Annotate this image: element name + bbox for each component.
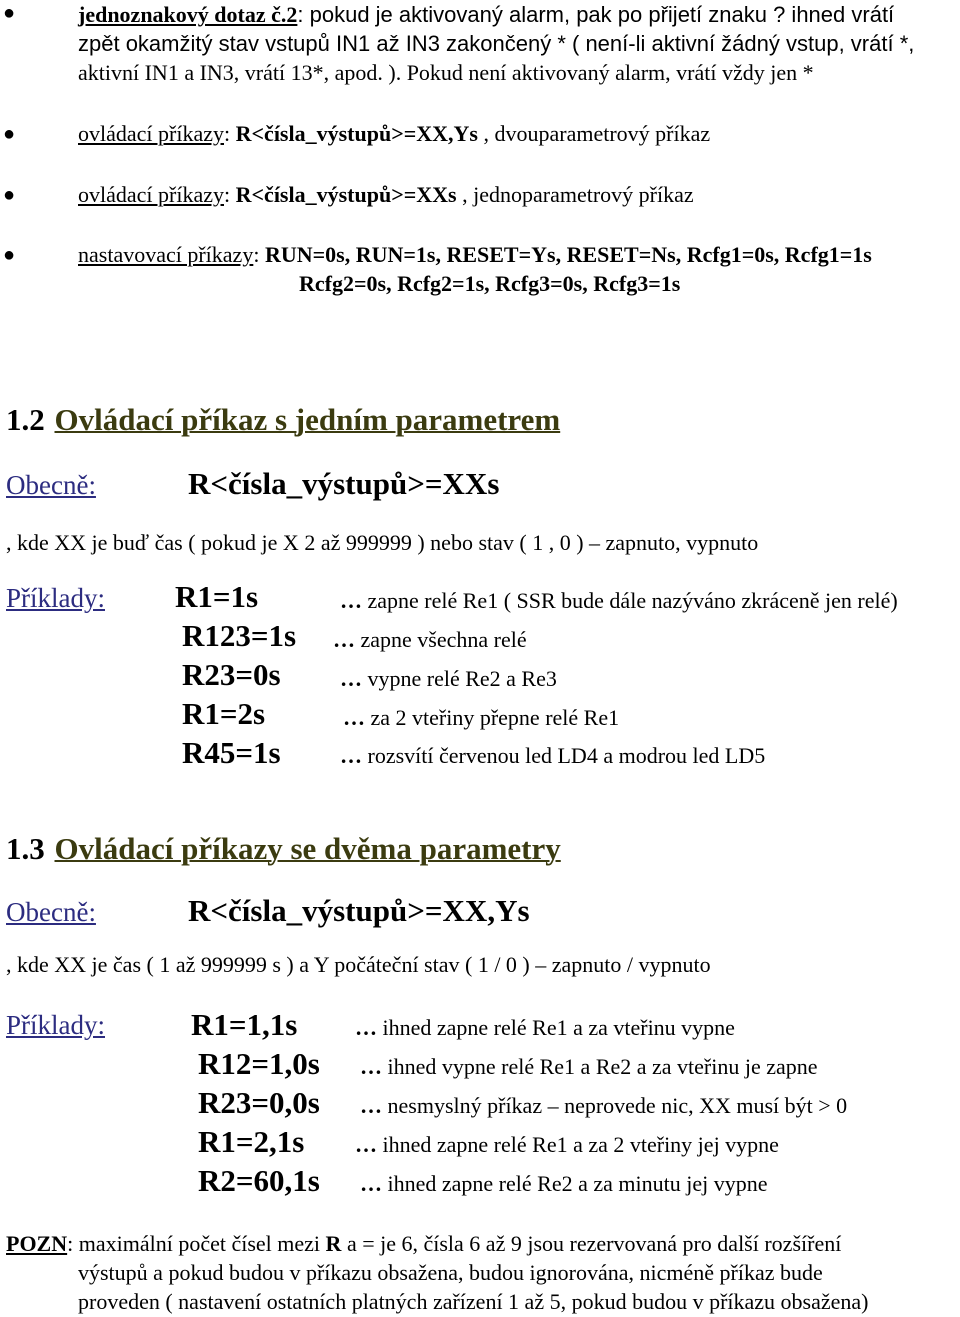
bullet-1-label: jednoznakový dotaz č.2 <box>78 2 298 27</box>
bullet-3-code: R<čísla_výstupů>=XXs <box>235 182 457 207</box>
note-line-1: POZN: maximální počet čísel mezi R a = je 6, čísla 6 až 9 jsou rezervovaná pro další rozšíření <box>6 1231 842 1256</box>
example-description: … ihned vypne relé Re1 a Re2 a za vteřinu je zapne <box>360 1054 818 1079</box>
example-code: R123=1s <box>182 618 297 653</box>
example-description: … zapne relé Re1 ( SSR bude dále nazýváno zkráceně jen relé) <box>340 588 898 613</box>
example-code: R1=2,1s <box>198 1124 305 1159</box>
example-description: … ihned zapne relé Re1 a za vteřinu vypne <box>355 1015 735 1040</box>
example-code: R1=2s <box>182 696 266 731</box>
section-description: , kde XX je čas ( 1 až 999999 s ) a Y počáteční stav ( 1 / 0 ) – zapnuto / vypnuto <box>6 952 711 977</box>
bullet-4-line-1: nastavovací příkazy: RUN=0s, RUN=1s, RESET=Ys, RESET=Ns, Rcfg1=0s, Rcfg1=1s <box>78 242 872 267</box>
bullet-1-line-3: aktivní IN1 a IN3, vrátí 13*, apod. ). Pokud není aktivovaný alarm, vrátí vždy jen * <box>78 60 814 85</box>
bullet-1-line-1: jednoznakový dotaz č.2: pokud je aktivovaný alarm, pak po přijetí znaku ? ihned vrátí <box>78 2 895 27</box>
bullet-1-line-2: zpět okamžitý stav vstupů IN1 až IN3 zakončený * ( není-li aktivní žádný vstup, vrátí *, <box>78 31 915 56</box>
example-code: R23=0,0s <box>198 1085 320 1120</box>
example-description: … ihned zapne relé Re2 a za minutu jej vypne <box>360 1171 768 1196</box>
bullet-3-line: ovládací příkazy: R<čísla_výstupů>=XXs , jednoparametrový příkaz <box>78 182 694 207</box>
note-line-2: výstupů a pokud budou v příkazu obsažena, budou ignorována, nicméně příkaz bude <box>78 1260 823 1285</box>
section-description: , kde XX je buď čas ( pokud je X 2 až 999999 ) nebo stav ( 1 , 0 ) – zapnuto, vypnuto <box>6 530 759 555</box>
bullet-4-commands-1: RUN=0s, RUN=1s, RESET=Ys, RESET=Ns, Rcfg1=0s, Rcfg1=1s <box>264 242 872 267</box>
example-description: … zapne všechna relé <box>333 627 527 652</box>
bullet-dot-icon: ● <box>3 2 16 24</box>
example-description: … ihned zapne relé Re1 a za 2 vteřiny jej vypne <box>355 1132 779 1157</box>
section-title: Ovládací příkazy se dvěma parametry <box>54 831 561 866</box>
obecne-label: Obecně: <box>6 470 96 500</box>
bullet-dot-icon: ● <box>3 184 16 206</box>
example-code: R2=60,1s <box>198 1163 320 1198</box>
section-heading <box>6 831 561 867</box>
note-line-3: proveden ( nastavení ostatních platných zařízení 1 až 5, pokud budou v příkazu obsažena) <box>78 1289 869 1314</box>
example-code: R12=1,0s <box>198 1046 320 1081</box>
section-number: 1.2 <box>6 402 45 437</box>
section-title: Ovládací příkaz s jedním parametrem <box>54 402 561 437</box>
section-number: 1.3 <box>6 831 45 866</box>
priklady-label: Příklady: <box>6 1010 105 1040</box>
section-heading <box>6 402 560 438</box>
general-formula: R<čísla_výstupů>=XXs <box>188 466 500 501</box>
bullet-4-label: nastavovací příkazy <box>78 242 254 267</box>
note-label: POZN <box>6 1231 68 1256</box>
general-formula: R<čísla_výstupů>=XX,Ys <box>188 893 530 928</box>
example-description: … rozsvítí červenou led LD4 a modrou led LD5 <box>340 743 766 768</box>
example-code: R45=1s <box>182 735 281 770</box>
example-description: … nesmyslný příkaz – neprovede nic, XX musí být > 0 <box>360 1093 848 1118</box>
bullet-4-commands-2: Rcfg2=0s, Rcfg2=1s, Rcfg3=0s, Rcfg3=1s <box>299 271 681 296</box>
example-code: R1=1s <box>175 579 259 614</box>
priklady-label: Příklady: <box>6 583 105 613</box>
example-description: … vypne relé Re2 a Re3 <box>340 666 557 691</box>
bullet-3-label: ovládací příkazy <box>78 182 224 207</box>
bullet-dot-icon: ● <box>3 244 16 266</box>
bullet-2-code: R<čísla_výstupů>=XX,Ys <box>235 121 478 146</box>
example-code: R1=1,1s <box>191 1007 298 1042</box>
bullet-2-label: ovládací příkazy <box>78 121 224 146</box>
bullet-dot-icon: ● <box>3 123 16 145</box>
example-description: … za 2 vteřiny přepne relé Re1 <box>343 705 620 730</box>
obecne-label: Obecně: <box>6 897 96 927</box>
example-code: R23=0s <box>182 657 281 692</box>
bullet-2-line: ovládací příkazy: R<čísla_výstupů>=XX,Ys , dvouparametrový příkaz <box>78 121 711 146</box>
